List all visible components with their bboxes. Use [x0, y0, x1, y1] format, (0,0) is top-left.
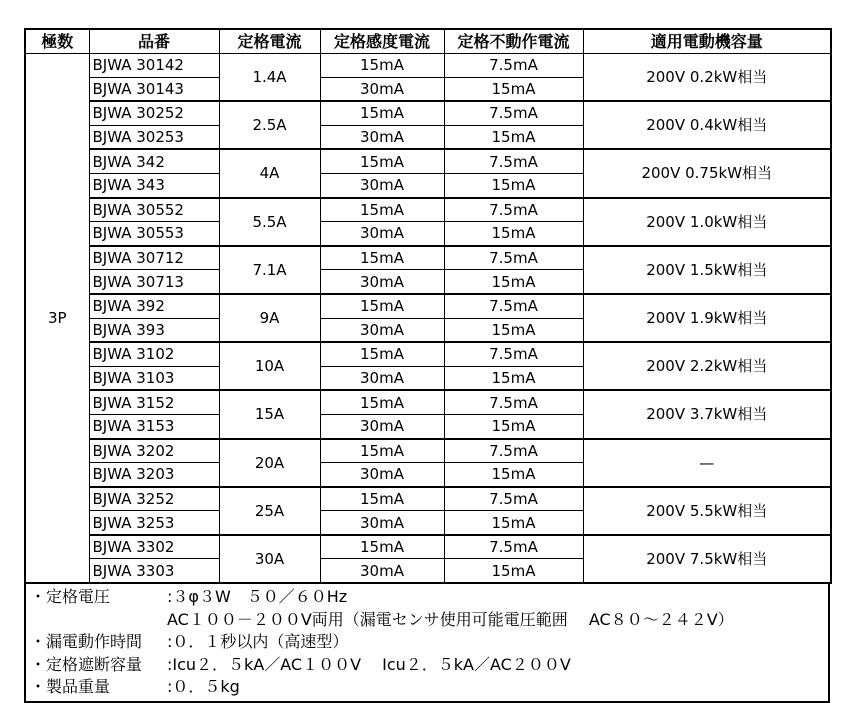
part-number-cell: BJWA 30143	[89, 77, 219, 101]
table-body	[25, 54, 831, 584]
motor-capacity-cell: 200V 0.4kW相当	[583, 101, 831, 149]
rated-current-cell: 2.5A	[219, 101, 320, 149]
sensitivity-current-cell: 30mA	[320, 463, 444, 487]
non-operating-current-cell: 7.5mA	[444, 101, 583, 125]
sensitivity-current-cell: 30mA	[320, 77, 444, 101]
motor-capacity-cell: 200V 0.75kW相当	[583, 149, 831, 197]
motor-capacity-cell: 200V 1.9kW相当	[583, 294, 831, 342]
part-number-cell: BJWA 3303	[89, 559, 219, 583]
note-label: ・定格遮断容量	[30, 654, 143, 674]
sensitivity-current-cell: 30mA	[320, 318, 444, 342]
non-operating-current-cell: 7.5mA	[444, 535, 583, 559]
sensitivity-current-cell: 15mA	[320, 198, 444, 222]
non-operating-current-cell: 15mA	[444, 77, 583, 101]
sensitivity-current-cell: 15mA	[320, 342, 444, 366]
part-number-cell: BJWA 30712	[89, 246, 219, 270]
non-operating-current-cell: 15mA	[444, 511, 583, 535]
spec-sheet	[24, 28, 830, 703]
poles-cell: 3P	[25, 54, 89, 584]
header-applicable-motor-capacity: 適用電動機容量	[583, 29, 831, 54]
note-row	[26, 631, 828, 654]
part-number-cell: BJWA 3152	[89, 390, 219, 414]
part-number-cell: BJWA 3203	[89, 463, 219, 487]
part-number-cell: BJWA 392	[89, 294, 219, 318]
non-operating-current-cell: 7.5mA	[444, 390, 583, 414]
part-number-cell: BJWA 30142	[89, 54, 219, 78]
part-number-cell: BJWA 3103	[89, 366, 219, 390]
table-row	[25, 439, 831, 463]
table-row	[25, 294, 831, 318]
non-operating-current-cell: 15mA	[444, 125, 583, 149]
rated-current-cell: 1.4A	[219, 54, 320, 102]
non-operating-current-cell: 7.5mA	[444, 198, 583, 222]
rated-current-cell: 20A	[219, 439, 320, 487]
rated-current-cell: 7.1A	[219, 246, 320, 294]
sensitivity-current-cell: 15mA	[320, 54, 444, 78]
sensitivity-current-cell: 30mA	[320, 222, 444, 246]
non-operating-current-cell: 15mA	[444, 559, 583, 583]
motor-capacity-cell: 200V 1.5kW相当	[583, 246, 831, 294]
part-number-cell: BJWA 30552	[89, 198, 219, 222]
part-number-cell: BJWA 342	[89, 149, 219, 173]
part-number-cell: BJWA 30553	[89, 222, 219, 246]
table-row	[25, 535, 831, 559]
note-value: :０．１秒以内（高速型）	[167, 632, 349, 652]
rated-current-cell: 10A	[219, 342, 320, 390]
part-number-cell: BJWA 3153	[89, 414, 219, 438]
sensitivity-current-cell: 30mA	[320, 270, 444, 294]
sensitivity-current-cell: 15mA	[320, 101, 444, 125]
non-operating-current-cell: 15mA	[444, 463, 583, 487]
rated-current-cell: 15A	[219, 390, 320, 438]
part-number-cell: BJWA 3252	[89, 487, 219, 511]
sensitivity-current-cell: 15mA	[320, 535, 444, 559]
table-row	[25, 101, 831, 125]
sensitivity-current-cell: 30mA	[320, 125, 444, 149]
part-number-cell: BJWA 3102	[89, 342, 219, 366]
table-row	[25, 487, 831, 511]
motor-capacity-cell: —	[583, 439, 831, 487]
non-operating-current-cell: 7.5mA	[444, 149, 583, 173]
rated-current-cell: 9A	[219, 294, 320, 342]
part-number-cell: BJWA 3202	[89, 439, 219, 463]
motor-capacity-cell: 200V 1.0kW相当	[583, 198, 831, 246]
part-number-cell: BJWA 343	[89, 173, 219, 197]
notes-section	[24, 584, 830, 703]
sensitivity-current-cell: 30mA	[320, 173, 444, 197]
part-number-cell: BJWA 3302	[89, 535, 219, 559]
note-value: AC１００－２００V両用（漏電センサ使用可能電圧範囲 AC８０～２４２V）	[167, 609, 734, 629]
non-operating-current-cell: 7.5mA	[444, 487, 583, 511]
non-operating-current-cell: 7.5mA	[444, 439, 583, 463]
sensitivity-current-cell: 15mA	[320, 487, 444, 511]
header-poles: 極数	[25, 29, 89, 54]
motor-capacity-cell: 200V 3.7kW相当	[583, 390, 831, 438]
sensitivity-current-cell: 30mA	[320, 511, 444, 535]
note-value: :３φ３W ５０／６０Hz	[167, 587, 348, 607]
part-number-cell: BJWA 3253	[89, 511, 219, 535]
non-operating-current-cell: 15mA	[444, 414, 583, 438]
table-row	[25, 198, 831, 222]
non-operating-current-cell: 7.5mA	[444, 54, 583, 78]
part-number-cell: BJWA 393	[89, 318, 219, 342]
header-rated-non-operating-current: 定格不動作電流	[444, 29, 583, 54]
table-row	[25, 149, 831, 173]
rated-current-cell: 30A	[219, 535, 320, 583]
rated-current-cell: 5.5A	[219, 198, 320, 246]
sensitivity-current-cell: 30mA	[320, 414, 444, 438]
spec-table	[24, 28, 832, 584]
note-row	[26, 609, 828, 632]
non-operating-current-cell: 15mA	[444, 366, 583, 390]
non-operating-current-cell: 15mA	[444, 222, 583, 246]
header-part-number: 品番	[89, 29, 219, 54]
note-row	[26, 676, 828, 699]
non-operating-current-cell: 7.5mA	[444, 294, 583, 318]
motor-capacity-cell: 200V 2.2kW相当	[583, 342, 831, 390]
note-row	[26, 654, 828, 677]
rated-current-cell: 4A	[219, 149, 320, 197]
sensitivity-current-cell: 15mA	[320, 390, 444, 414]
rated-current-cell: 25A	[219, 487, 320, 535]
header-rated-sensitivity-current: 定格感度電流	[320, 29, 444, 54]
header-row	[25, 29, 831, 54]
table-row	[25, 342, 831, 366]
note-value: :Icu２．５kA／AC１００V Icu２．５kA／AC２００V	[167, 654, 571, 674]
header-rated-current: 定格電流	[219, 29, 320, 54]
non-operating-current-cell: 15mA	[444, 270, 583, 294]
non-operating-current-cell: 15mA	[444, 173, 583, 197]
table-row	[25, 54, 831, 78]
table-row	[25, 246, 831, 270]
note-label: ・漏電動作時間	[30, 632, 143, 652]
motor-capacity-cell: 200V 7.5kW相当	[583, 535, 831, 583]
motor-capacity-cell: 200V 5.5kW相当	[583, 487, 831, 535]
note-row	[26, 586, 828, 609]
sensitivity-current-cell: 15mA	[320, 294, 444, 318]
sensitivity-current-cell: 30mA	[320, 366, 444, 390]
note-label: ・定格電圧	[30, 587, 111, 607]
note-value: :０．５kg	[167, 677, 240, 697]
part-number-cell: BJWA 30713	[89, 270, 219, 294]
sensitivity-current-cell: 15mA	[320, 246, 444, 270]
table-row	[25, 390, 831, 414]
sensitivity-current-cell: 15mA	[320, 149, 444, 173]
sensitivity-current-cell: 30mA	[320, 559, 444, 583]
sensitivity-current-cell: 15mA	[320, 439, 444, 463]
motor-capacity-cell: 200V 0.2kW相当	[583, 54, 831, 102]
part-number-cell: BJWA 30252	[89, 101, 219, 125]
non-operating-current-cell: 7.5mA	[444, 342, 583, 366]
non-operating-current-cell: 7.5mA	[444, 246, 583, 270]
part-number-cell: BJWA 30253	[89, 125, 219, 149]
note-label: ・製品重量	[30, 677, 111, 697]
non-operating-current-cell: 15mA	[444, 318, 583, 342]
